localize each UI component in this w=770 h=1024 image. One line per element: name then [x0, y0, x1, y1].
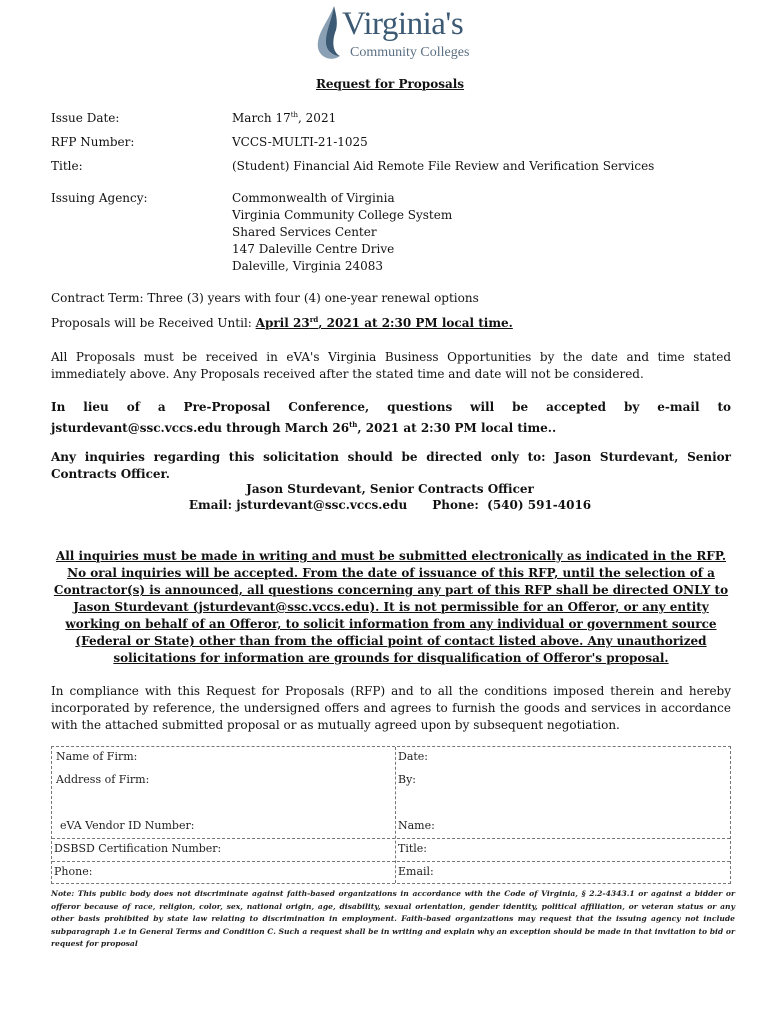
agency-line: Daleville, Virginia 24083	[232, 259, 383, 273]
contract-term: Contract Term: Three (3) years with four (4) one-year renewal options	[51, 291, 479, 305]
phone-field[interactable]: Phone:	[54, 865, 93, 878]
name-field[interactable]: Name:	[398, 819, 435, 832]
agency-line: Virginia Community College System	[232, 208, 453, 222]
proposals-deadline	[51, 315, 513, 330]
rfp-number-label: RFP Number:	[51, 135, 135, 149]
agency-line: 147 Daleville Centre Drive	[232, 242, 395, 256]
vccs-logo	[310, 4, 480, 66]
title-value: (Student) Financial Aid Remote File Review and Verification Services	[232, 159, 655, 173]
rfp-number-value: VCCS-MULTI-21-1025	[232, 135, 368, 149]
issuing-agency-label: Issuing Agency:	[51, 191, 148, 205]
name-of-firm-field[interactable]: Name of Firm:	[56, 750, 138, 763]
by-field[interactable]: By:	[398, 773, 417, 786]
questions-paragraph: In lieu of a Pre-Proposal Conference, questions will be accepted by e-mail to jsturdevant@ssc.vccs.edu through March 26th, 2021 at 2:30 PM local time..	[51, 400, 731, 435]
inquiries-paragraph: Any inquiries regarding this solicitation should be directed only to: Jason Sturdevant, Senior Contracts Officer.	[51, 450, 731, 481]
agency-line: Commonwealth of Virginia	[232, 191, 395, 205]
agency-line: Shared Services Center	[232, 225, 377, 239]
form-divider	[52, 861, 730, 862]
issuing-agency-address	[232, 190, 452, 275]
email-field[interactable]: Email:	[398, 865, 434, 878]
logo-title: Virginia's	[342, 6, 464, 42]
title-field[interactable]: Title:	[398, 842, 428, 855]
logo-tagline: Community Colleges	[350, 45, 470, 60]
inquiry-warning: All inquiries must be made in writing and must be submitted electronically as indicated in the RFP. No oral inquiries will be accepted. From the date of issuance of this RFP, until the selection of a Contractor(s) is announced, all questions concerning any part of this RFP shall be directed ONLY to Jason Sturdevant (jsturdevant@ssc.vccs.edu). It is not permissible for an Offeror, or any entity working on behalf of an Offeror, to solicit information from any individual or government source (Federal or State) other than from the official point of contact listed above. Any unauthorized solicitations for information are grounds for disqualification of Offeror's proposal.	[53, 549, 729, 665]
form-divider	[395, 747, 396, 883]
dsbsd-number-field[interactable]: DSBSD Certification Number:	[54, 842, 222, 855]
date-field[interactable]: Date:	[398, 750, 429, 763]
issue-date-value: March 17th, 2021	[232, 111, 337, 125]
document-title: Request for Proposals	[315, 77, 465, 91]
received-paragraph: All Proposals must be received in eVA's Virginia Business Opportunities by the date and time stated immediately above. Any Proposals received after the stated time and date will not be considered.	[51, 350, 731, 381]
address-of-firm-field[interactable]: Address of Firm:	[56, 773, 150, 786]
compliance-paragraph: In compliance with this Request for Proposals (RFP) and to all the conditions imposed therein and hereby incorporated by reference, the undersigned offers and agrees to furnish the goods and services in accordance with the attached submitted proposal or as mutually agreed upon by subsequent negotiation.	[51, 684, 731, 732]
offeror-form	[51, 746, 731, 884]
nondiscrimination-note: Note: This public body does not discriminate against faith-based organizations in accordance with the Code of Virginia, § 2.2-4343.1 or against a bidder or offeror because of race, religion, color, sex, national origin, age, disability, sexual orientation, gender identity, political affiliation, or veteran status or any other basis prohibited by state law relating to discrimination in employment. Faith-based organizations may request that the issuing agency not include subparagraph 1.e in General Terms and Condition C. Such a request shall be in writing and explain why an exception should be made in that invitation to bid or request for proposal	[51, 889, 735, 948]
form-divider	[52, 838, 730, 839]
contact-name: Jason Sturdevant, Senior Contracts Officer	[246, 482, 534, 496]
issue-date-label: Issue Date:	[51, 111, 120, 125]
title-label: Title:	[51, 159, 83, 173]
proposals-deadline-label: Proposals will be Received Until:	[51, 316, 252, 330]
contact-details: Email: jsturdevant@ssc.vccs.edu Phone: (540) 591-4016	[188, 498, 592, 512]
proposals-deadline-value: April 23rd, 2021 at 2:30 PM local time.	[255, 315, 513, 330]
eva-vendor-id-field[interactable]: eVA Vendor ID Number:	[60, 819, 195, 832]
